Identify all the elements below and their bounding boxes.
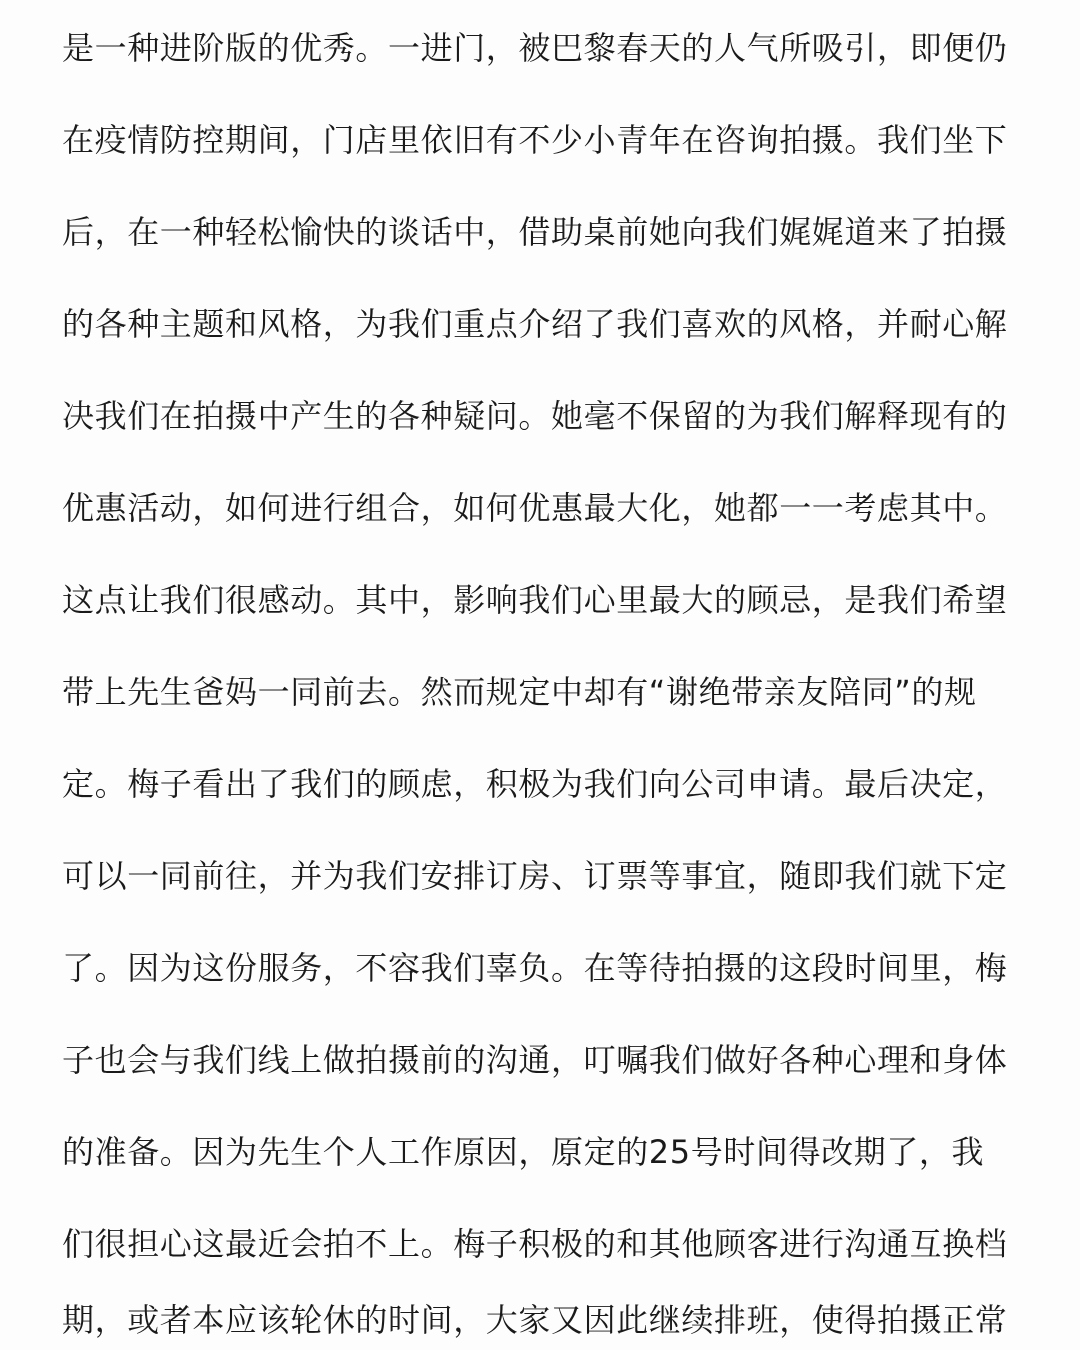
text-line-6: 优惠活动，如何进行组合，如何优惠最大化，她都一一考虑其中。 (62, 489, 1008, 527)
text-line-8: 带上先生爸妈一同前去。然而规定中却有“谢绝带亲友陪同”的规 (62, 673, 977, 711)
text-line-5: 决我们在拍摄中产生的各种疑问。她毫不保留的为我们解释现有的 (62, 397, 1008, 435)
text-line-4: 的各种主题和风格，为我们重点介绍了我们喜欢的风格，并耐心解 (62, 305, 1008, 343)
text-line-1: 是一种进阶版的优秀。一进门，被巴黎春天的人气所吸引，即便仍 (62, 29, 1008, 67)
text-line-14: 们很担心这最近会拍不上。梅子积极的和其他顾客进行沟通互换档 (62, 1225, 1008, 1263)
text-line-11: 了。因为这份服务，不容我们辜负。在等待拍摄的这段时间里，梅 (62, 949, 1008, 987)
text-line-10: 可以一同前往，并为我们安排订房、订票等事宜，随即我们就下定 (62, 857, 1008, 895)
text-line-13: 的准备。因为先生个人工作原因，原定的25号时间得改期了，我 (62, 1133, 985, 1171)
text-line-7: 这点让我们很感动。其中，影响我们心里最大的顾忌，是我们希望 (62, 581, 1008, 619)
text-line-15: 期，或者本应该轮休的时间，大家又因此继续排班，使得拍摄正常 (62, 1301, 1008, 1339)
text-line-9: 定。梅子看出了我们的顾虑，积极为我们向公司申请。最后决定， (62, 765, 1008, 803)
text-line-3: 后，在一种轻松愉快的谈话中，借助桌前她向我们娓娓道来了拍摄 (62, 213, 1008, 251)
text-line-12: 子也会与我们线上做拍摄前的沟通，叮嘱我们做好各种心理和身体 (62, 1041, 1008, 1079)
text-line-2: 在疫情防控期间，门店里依旧有不少小青年在咨询拍摄。我们坐下 (62, 121, 1008, 159)
